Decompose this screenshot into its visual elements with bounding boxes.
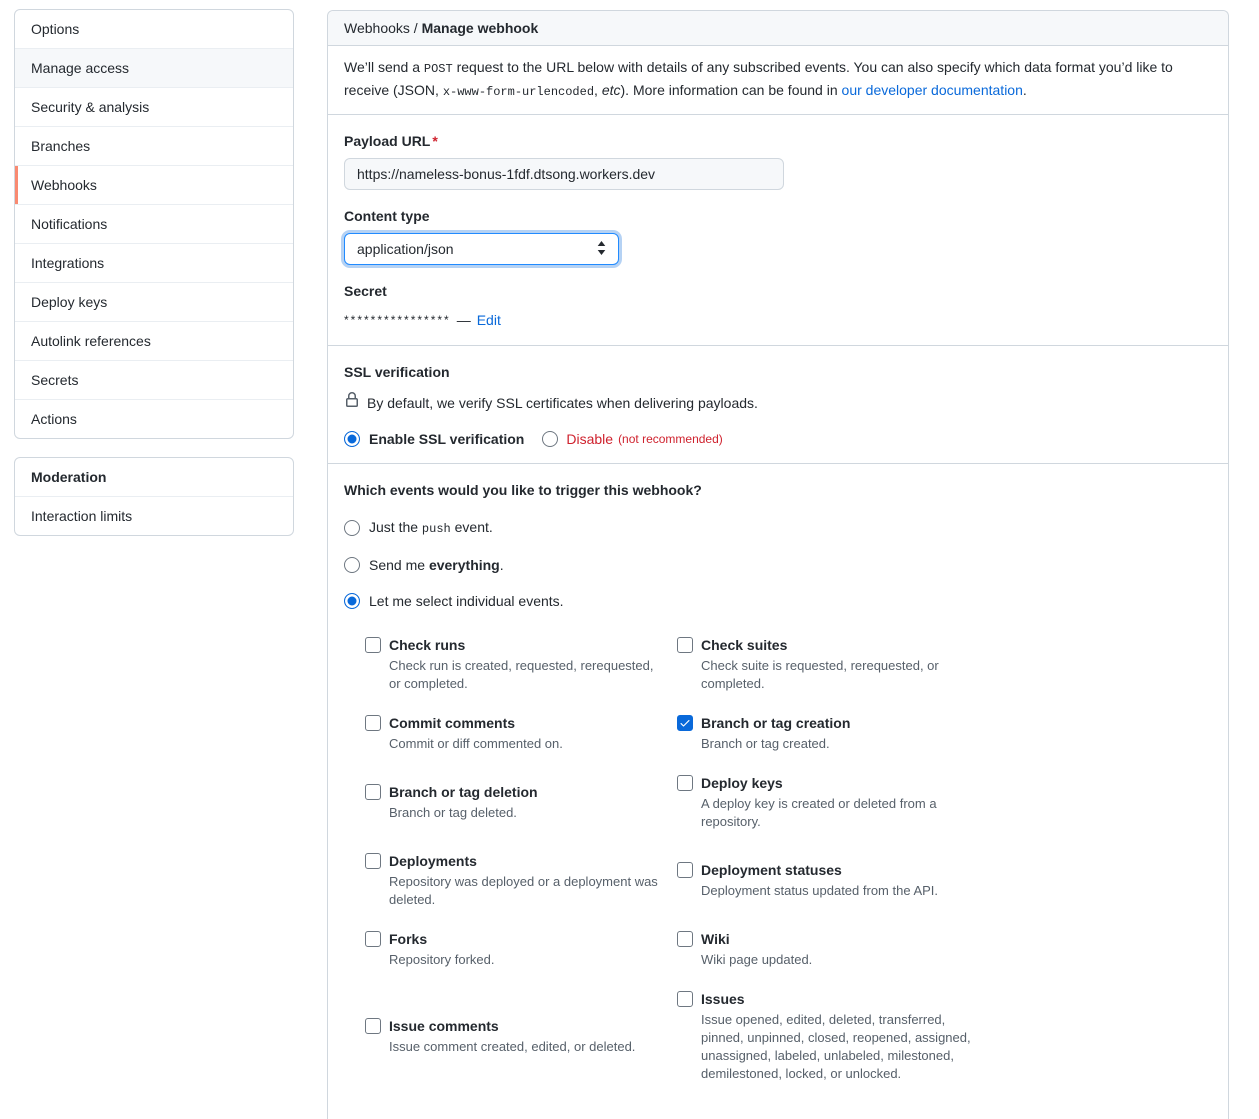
event-option-issue-comments <box>365 1016 665 1056</box>
description-text: We’ll send a <box>344 59 424 75</box>
enable-ssl-radio[interactable] <box>344 431 360 447</box>
sidebar-item-deploy-keys[interactable]: Deploy keys <box>15 282 293 321</box>
checkbox-commit-comments[interactable] <box>365 715 381 731</box>
events-section <box>328 463 1228 1119</box>
sidebar-item-interaction-limits[interactable]: Interaction limits <box>15 496 293 535</box>
event-description: Branch or tag deleted. <box>389 805 517 820</box>
enable-ssl-label[interactable]: Enable SSL verification <box>369 431 525 447</box>
event-option-issues <box>677 989 977 1083</box>
event-title: Check suites <box>701 637 788 653</box>
checkbox-forks[interactable] <box>365 931 381 947</box>
event-option-text <box>389 782 538 822</box>
push-code: push <box>421 522 451 536</box>
event-option-text <box>389 851 661 909</box>
sidebar-item-branches[interactable]: Branches <box>15 126 293 165</box>
trigger-option-just-push <box>344 517 1212 539</box>
event-option-wiki <box>677 929 977 969</box>
event-title: Branch or tag deletion <box>389 784 538 800</box>
trigger-option-individual <box>344 591 1212 611</box>
event-row <box>365 713 1212 753</box>
event-row <box>365 989 1212 1083</box>
event-option-text <box>701 773 973 831</box>
event-option-deployments <box>365 851 665 909</box>
manage-webhook-panel <box>327 10 1229 1119</box>
webhook-form-section <box>328 115 1228 345</box>
event-option-text <box>701 860 938 900</box>
event-option-deployment-statuses <box>677 860 977 900</box>
event-option-deploy-keys <box>677 773 977 831</box>
event-row <box>365 773 1212 831</box>
description-text: . <box>1022 82 1027 98</box>
content-type-select[interactable] <box>344 233 619 265</box>
sidebar-item-webhooks[interactable]: Webhooks <box>15 165 293 204</box>
event-title: Commit comments <box>389 715 516 731</box>
trigger-option-everything <box>344 555 1212 575</box>
event-option-check-runs <box>365 635 665 693</box>
event-title: Issue comments <box>389 1018 499 1034</box>
ssl-info-row <box>344 392 1212 413</box>
checkbox-check-runs[interactable] <box>365 637 381 653</box>
sidebar-item-secrets[interactable]: Secrets <box>15 360 293 399</box>
sidebar-item-security-analysis[interactable]: Security & analysis <box>15 87 293 126</box>
ssl-verification-section <box>328 345 1228 463</box>
breadcrumb-separator: / <box>409 20 422 36</box>
events-grid <box>365 635 1212 1083</box>
etc-text: etc <box>601 82 621 98</box>
checkbox-wiki[interactable] <box>677 931 693 947</box>
disable-ssl-radio[interactable] <box>542 431 558 447</box>
sidebar-item-integrations[interactable]: Integrations <box>15 243 293 282</box>
checkbox-deployments[interactable] <box>365 853 381 869</box>
secret-dash: — <box>456 312 471 328</box>
lock-icon <box>344 392 360 413</box>
event-option-text <box>701 713 850 753</box>
event-description: Check suite is requested, rerequested, or completed. <box>701 658 939 691</box>
disable-ssl-label[interactable]: Disable <box>566 431 614 447</box>
event-option-check-suites <box>677 635 977 693</box>
event-option-text <box>701 635 973 693</box>
event-option-text <box>389 1016 635 1056</box>
event-option-text <box>389 713 563 753</box>
just-push-label[interactable]: Just the push event. <box>369 519 493 536</box>
checkbox-check-suites[interactable] <box>677 637 693 653</box>
ssl-radio-group <box>344 431 1212 447</box>
event-title: Deployment statuses <box>701 862 842 878</box>
content-type-label: Content type <box>344 208 430 224</box>
event-option-commit-comments <box>365 713 665 753</box>
description-text: request to the URL below with details of any subscribed events. You can also specify which data format you’d like to receive (JSON, <box>344 59 1173 98</box>
event-row <box>365 851 1212 909</box>
masked-secret-value: **************** <box>344 313 451 327</box>
individual-events-radio[interactable] <box>344 593 360 609</box>
event-row <box>365 929 1212 969</box>
individual-events-label[interactable]: Let me select individual events. <box>369 593 564 609</box>
event-description: A deploy key is created or deleted from a repository. <box>701 796 937 829</box>
urlencoded-code: x-www-form-urlencoded <box>442 85 595 99</box>
event-description: Issue comment created, edited, or deleted. <box>389 1039 636 1054</box>
required-asterisk: * <box>432 133 438 149</box>
moderation-header: Moderation <box>31 469 107 485</box>
developer-documentation-link[interactable]: our developer documentation <box>841 82 1023 98</box>
sidebar-item-actions[interactable]: Actions <box>15 399 293 438</box>
payload-url-input[interactable] <box>344 158 784 190</box>
everything-radio[interactable] <box>344 557 360 573</box>
content-type-selected-value: application/json <box>357 241 454 257</box>
checkbox-deployment-statuses[interactable] <box>677 862 693 878</box>
select-unfold-icon <box>597 241 606 258</box>
page-title: Manage webhook <box>421 20 539 36</box>
event-description: Check run is created, requested, rerequested, or completed. <box>389 658 654 691</box>
sidebar-item-options[interactable]: Options <box>31 21 80 37</box>
ssl-verification-title: SSL verification <box>344 364 450 380</box>
webhook-description <box>328 46 1228 115</box>
just-push-radio[interactable] <box>344 520 360 536</box>
checked-checkbox-branch-or-tag-creation[interactable] <box>677 715 693 731</box>
payload-url-label: Payload URL * <box>344 133 438 149</box>
ssl-info-text: By default, we verify SSL certificates when delivering payloads. <box>367 394 758 411</box>
description-text: ). More information can be found in <box>620 82 842 98</box>
event-option-branch-or-tag-creation <box>677 713 977 753</box>
event-title: Deploy keys <box>701 775 783 791</box>
event-description: Issue opened, edited, deleted, transferred, pinned, unpinned, closed, reopened, assigned, unassigned, labeled, unlabeled, milestoned, demilestoned, locked, or unlocked. <box>701 1012 971 1081</box>
event-description: Wiki page updated. <box>701 952 813 967</box>
settings-nav <box>14 9 294 439</box>
event-option-text <box>389 929 495 969</box>
secret-edit-link[interactable]: Edit <box>476 312 501 328</box>
event-option-branch-or-tag-deletion <box>365 782 665 822</box>
event-title: Issues <box>701 991 745 1007</box>
secret-label: Secret <box>344 283 387 299</box>
checkbox-issues[interactable] <box>677 991 693 1007</box>
checkbox-branch-or-tag-deletion[interactable] <box>365 784 381 800</box>
sidebar-item-manage-access[interactable]: Manage access <box>15 48 293 87</box>
breadcrumb <box>328 11 1228 46</box>
event-description: Repository forked. <box>389 952 495 967</box>
event-row <box>365 635 1212 693</box>
event-option-text <box>701 989 973 1083</box>
event-description: Deployment status updated from the API. <box>701 883 939 898</box>
checkbox-deploy-keys[interactable] <box>677 775 693 791</box>
event-description: Branch or tag created. <box>701 736 830 751</box>
event-title: Check runs <box>389 637 466 653</box>
webhook-settings-main <box>327 10 1229 1119</box>
event-title: Forks <box>389 931 428 947</box>
breadcrumb-webhooks-link[interactable]: Webhooks <box>344 20 410 36</box>
disable-ssl-note: (not recommended) <box>618 432 723 446</box>
moderation-nav <box>14 457 294 536</box>
event-title: Branch or tag creation <box>701 715 851 731</box>
sidebar-item-autolink-references[interactable]: Autolink references <box>15 321 293 360</box>
everything-label[interactable]: Send me everything. <box>369 557 504 573</box>
event-description: Repository was deployed or a deployment was deleted. <box>389 874 658 907</box>
events-question: Which events would you like to trigger this webhook? <box>344 482 702 498</box>
event-option-text <box>701 929 812 969</box>
event-option-text <box>389 635 661 693</box>
settings-sidebar <box>14 9 294 536</box>
checkbox-issue-comments[interactable] <box>365 1018 381 1034</box>
secret-value-row <box>344 311 1212 329</box>
event-title: Deployments <box>389 853 477 869</box>
event-description: Commit or diff commented on. <box>389 736 563 751</box>
description-text: , <box>594 82 602 98</box>
sidebar-item-notifications[interactable]: Notifications <box>15 204 293 243</box>
event-title: Wiki <box>701 931 730 947</box>
post-code: POST <box>423 62 453 76</box>
event-option-forks <box>365 929 665 969</box>
